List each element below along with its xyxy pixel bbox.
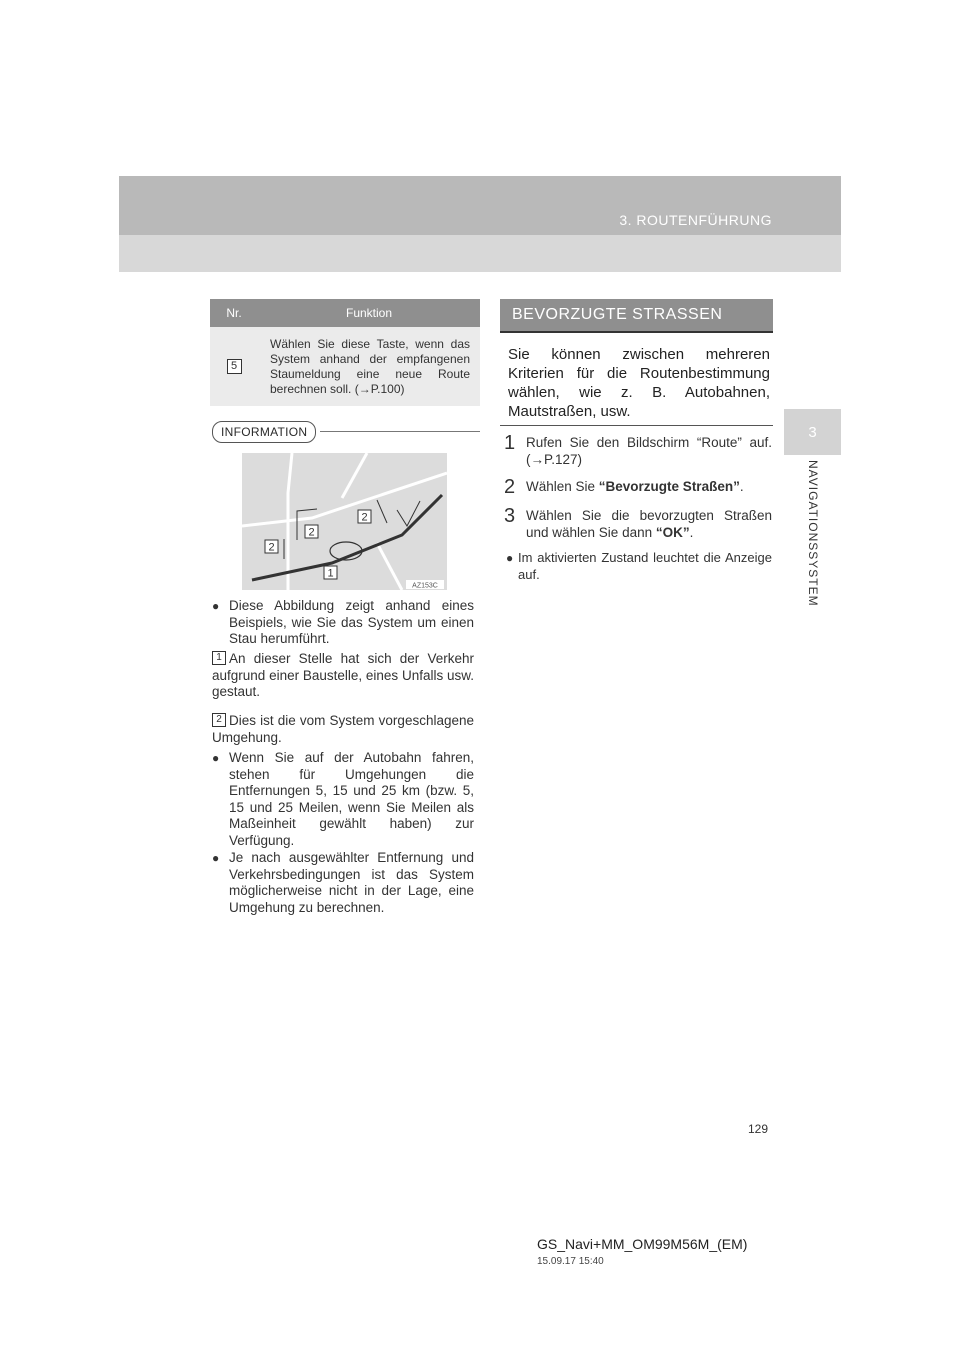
number-box-2: 2	[212, 713, 226, 727]
info-bullet-2-text: Wenn Sie auf der Autobahn fahren, stehen für Umgehungen die Entfernungen 5, 15 und 25 km (bzw. 5, 15 und 25 Meilen, wenn Sie Meilen als Maßeinheit gewählt haben) zur Verfügung.	[229, 750, 474, 848]
function-table	[210, 299, 480, 406]
section-intro: Sie können zwischen mehreren Kriterien für die Routenbestimmung wählen, wie z. B. Autobahnen, Mautstraßen, usw.	[508, 346, 770, 420]
info-bullet-1	[212, 598, 474, 648]
section-intro-rule	[500, 425, 773, 426]
info-bullet-1-text: Diese Abbildung zeigt anhand eines Beispiels, wie Sie das System um einen Stau herumführt.	[229, 598, 474, 646]
section-title: BEVORZUGTE STRASSEN	[500, 299, 773, 331]
header-subband	[119, 235, 841, 272]
table-header	[210, 299, 480, 327]
number-box-1: 1	[212, 651, 226, 665]
column-header-nr: Nr.	[226, 306, 242, 320]
column-header-funktion: Funktion	[345, 306, 393, 320]
information-rule	[320, 431, 480, 432]
info-bullet-3	[212, 850, 474, 916]
map-callout-1: 1	[327, 567, 334, 580]
page-number: 129	[748, 1122, 769, 1136]
map-callout	[358, 510, 371, 524]
bullet-icon: ●	[212, 599, 220, 613]
detour-map-svg	[242, 453, 447, 590]
step-3-number: 3	[504, 505, 516, 527]
chapter-title: 3. ROUTENFÜHRUNG	[619, 212, 772, 228]
bullet-icon: ●	[212, 751, 220, 765]
map-callout	[265, 540, 278, 554]
map-callout	[324, 566, 337, 580]
step-3	[504, 507, 772, 541]
bullet-icon: ●	[506, 551, 514, 565]
chapter-tab-number: 3	[784, 409, 841, 455]
map-callout-2c: 2	[361, 511, 368, 524]
step-1	[504, 434, 772, 468]
info-numbered-2	[212, 713, 474, 746]
info-numbered-1-text: An dieser Stelle hat sich der Verkehr aufgrund einer Baustelle, eines Unfalls usw. gestaut.	[212, 651, 474, 699]
step-3-prefix: Wählen Sie die bevorzugten Straßen und wählen Sie dann	[526, 508, 772, 540]
info-bullet-2	[212, 750, 474, 849]
map-code: AZ153C	[412, 582, 438, 590]
section-title-rule	[500, 331, 773, 333]
step-2-option: “Bevorzugte Straßen”	[598, 479, 740, 494]
section-note	[506, 550, 772, 583]
step-3-option: “OK”	[655, 525, 690, 540]
table-row	[210, 327, 480, 406]
info-numbered-2-text: Dies ist die vom System vorgeschlagene Umgehung.	[212, 713, 474, 745]
row-number-box: 5	[227, 359, 242, 374]
step-2-suffix: .	[739, 479, 744, 494]
detour-map-illustration	[242, 453, 447, 590]
section-note-text: Im aktivierten Zustand leuchtet die Anzeige auf.	[518, 550, 772, 582]
row-function-text: Wählen Sie diese Taste, wenn das System anhand der empfangenen Staumeldung eine neue Route berechnen soll. (→P.100)	[270, 337, 470, 396]
map-callout	[305, 525, 318, 539]
step-2-number: 2	[504, 476, 516, 498]
bullet-icon: ●	[212, 851, 220, 865]
step-2	[504, 478, 772, 496]
information-label: INFORMATION	[212, 421, 316, 443]
step-1-text: Rufen Sie den Bildschirm “Route” auf. (→P.127)	[526, 435, 772, 467]
step-1-number: 1	[504, 432, 516, 454]
map-callout-2a: 2	[268, 541, 275, 554]
step-3-suffix: .	[689, 525, 694, 540]
chapter-tab-label: NAVIGATIONSSYSTEM	[806, 460, 820, 607]
document-id: GS_Navi+MM_OM99M56M_(EM)	[537, 1236, 748, 1252]
step-2-prefix: Wählen Sie	[526, 479, 599, 494]
map-callout-2b: 2	[308, 526, 315, 539]
step-3-text	[526, 507, 772, 541]
print-timestamp: 15.09.17 15:40	[537, 1256, 604, 1267]
step-2-text	[526, 478, 744, 496]
info-bullet-3-text: Je nach ausgewählter Entfernung und Verkehrsbedingungen ist das System möglicherweise nicht in der Lage, eine Umgehung zu berechnen.	[229, 850, 474, 915]
info-numbered-1	[212, 651, 474, 701]
